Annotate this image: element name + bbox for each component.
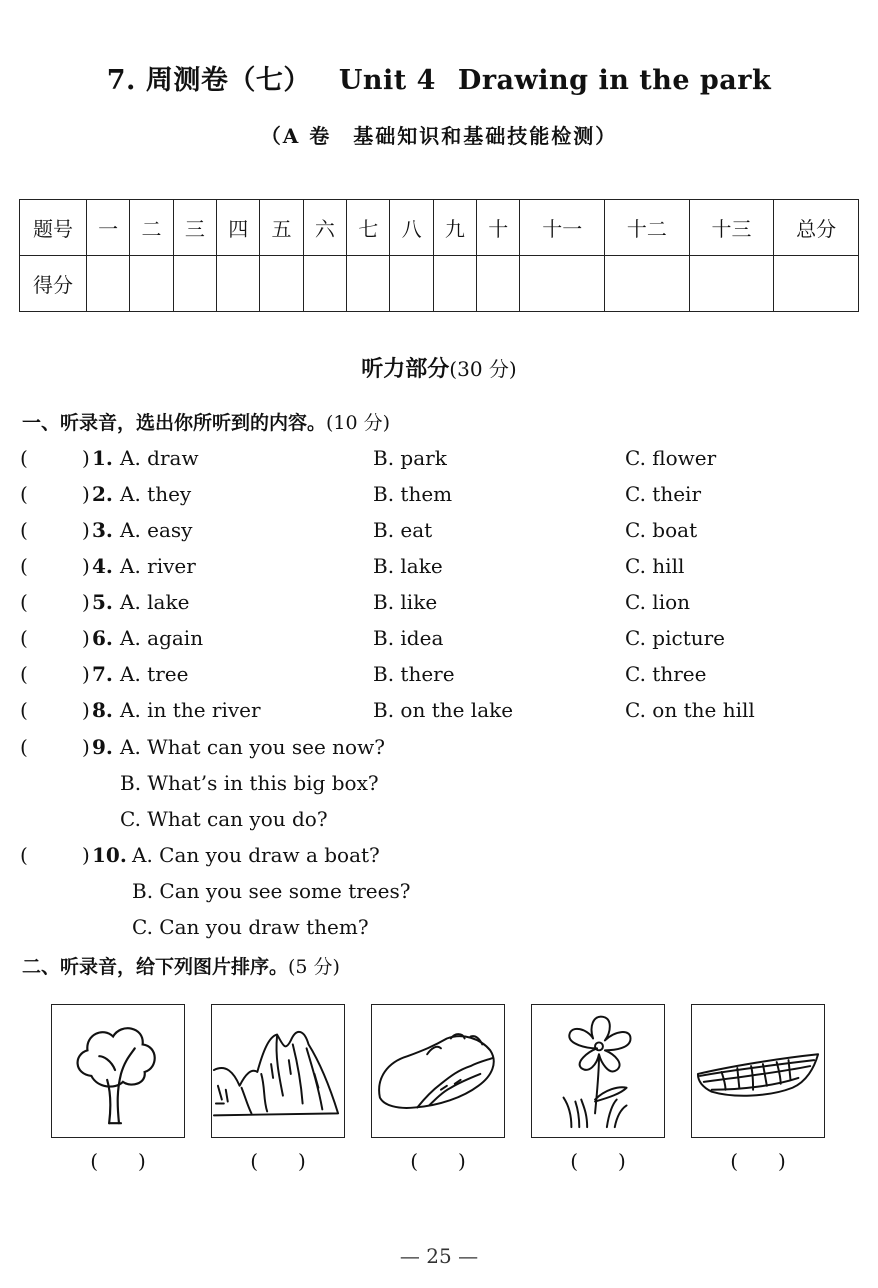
score-cell[interactable]	[173, 256, 216, 312]
question-number: 10.	[92, 843, 127, 867]
score-header-cell: 二	[130, 200, 173, 256]
answer-paren-left: (	[20, 518, 28, 542]
tree-picture	[51, 1004, 185, 1138]
part2-heading	[22, 952, 340, 979]
part1-title: 一、听录音，选出你所听到的内容。	[22, 412, 327, 434]
option-a: A. again	[120, 626, 204, 650]
option-c: C. picture	[625, 626, 726, 650]
listening-title: 听力部分	[361, 356, 450, 382]
answer-paren-right: )	[82, 662, 90, 686]
answer-paren-left: (	[20, 482, 28, 506]
score-header-cell: 十一	[520, 200, 605, 256]
score-header-cell: 九	[433, 200, 476, 256]
score-header-cell: 十二	[605, 200, 690, 256]
question-number: 9.	[92, 735, 113, 759]
question-9-option-c: C. What can you do?	[120, 807, 328, 831]
answer-paren-right: )	[82, 590, 90, 614]
score-cell[interactable]	[605, 256, 690, 312]
answer-paren-left: (	[20, 554, 28, 578]
listening-points: (30 分)	[449, 357, 517, 381]
question-10-option-b: B. Can you see some trees?	[132, 879, 411, 903]
option-c: C. on the hill	[625, 698, 755, 722]
score-cell[interactable]	[130, 256, 173, 312]
score-cell[interactable]	[774, 256, 859, 312]
option-a: A. they	[120, 482, 192, 506]
hill-icon	[212, 1005, 344, 1137]
score-cell[interactable]	[477, 256, 520, 312]
score-header-cell: 题号	[20, 200, 87, 256]
question-number: 5.	[92, 590, 113, 614]
page-title	[0, 58, 878, 97]
answer-paren-right: )	[82, 843, 90, 867]
flower-picture	[531, 1004, 665, 1138]
listening-section-heading	[0, 352, 878, 383]
score-table	[19, 199, 859, 312]
option-b: B. lake	[373, 554, 443, 578]
score-header-cell: 三	[173, 200, 216, 256]
score-header-cell: 七	[347, 200, 390, 256]
answer-paren-left: (	[20, 662, 28, 686]
score-header-cell: 总分	[774, 200, 859, 256]
option-b: B. like	[373, 590, 438, 614]
hill-picture	[211, 1004, 345, 1138]
score-table-header-row	[20, 200, 859, 256]
river-icon	[372, 1005, 504, 1137]
option-b: B. them	[373, 482, 453, 506]
order-blank[interactable]: ( )	[90, 1149, 146, 1173]
score-cell[interactable]	[520, 256, 605, 312]
score-cell[interactable]	[303, 256, 346, 312]
flower-icon	[532, 1005, 664, 1137]
option-b: B. eat	[373, 518, 433, 542]
answer-paren-right: )	[82, 626, 90, 650]
option-b: B. idea	[373, 626, 444, 650]
score-header-cell: 十	[477, 200, 520, 256]
tree-icon	[52, 1005, 184, 1137]
option-a: A. river	[120, 554, 196, 578]
title-unit-name: Drawing in the park	[457, 65, 772, 96]
question-number: 4.	[92, 554, 113, 578]
boat-icon	[692, 1005, 824, 1137]
score-cell[interactable]	[260, 256, 303, 312]
option-b: B. on the lake	[373, 698, 514, 722]
river-picture	[371, 1004, 505, 1138]
part2-points: (5 分)	[288, 956, 340, 978]
question-10-option-c: C. Can you draw them?	[132, 915, 369, 939]
option-c: C. lion	[625, 590, 691, 614]
question-number: 3.	[92, 518, 113, 542]
title-unit: Unit 4	[338, 65, 436, 96]
question-9-option-b: B. What’s in this big box?	[120, 771, 379, 795]
answer-paren-left: (	[20, 590, 28, 614]
score-header-cell: 六	[303, 200, 346, 256]
question-number: 7.	[92, 662, 113, 686]
answer-paren-right: )	[82, 698, 90, 722]
answer-paren-right: )	[82, 518, 90, 542]
option-c: C. hill	[625, 554, 685, 578]
answer-paren-right: )	[82, 554, 90, 578]
option-a: A. Can you draw a boat?	[132, 843, 380, 867]
order-blank[interactable]: ( )	[410, 1149, 466, 1173]
score-cell[interactable]	[433, 256, 476, 312]
answer-paren-right: )	[82, 446, 90, 470]
score-cell[interactable]	[347, 256, 390, 312]
order-blank[interactable]: ( )	[250, 1149, 306, 1173]
part2-title: 二、听录音，给下列图片排序。	[22, 956, 289, 978]
option-b: B. park	[373, 446, 447, 470]
option-b: B. there	[373, 662, 455, 686]
answer-paren-right: )	[82, 735, 90, 759]
option-a: A. easy	[120, 518, 193, 542]
option-a: A. in the river	[120, 698, 261, 722]
option-c: C. flower	[625, 446, 717, 470]
answer-paren-left: (	[20, 698, 28, 722]
page-number: — 25 —	[399, 1244, 479, 1268]
option-a: A. What can you see now?	[120, 735, 385, 759]
order-blank[interactable]: ( )	[570, 1149, 626, 1173]
part1-heading	[22, 408, 390, 435]
option-a: A. tree	[120, 662, 189, 686]
score-row-label: 得分	[20, 256, 87, 312]
option-c: C. boat	[625, 518, 698, 542]
answer-paren-left: (	[20, 626, 28, 650]
score-header-cell: 一	[87, 200, 130, 256]
answer-paren-left: (	[20, 735, 28, 759]
score-cell[interactable]	[217, 256, 260, 312]
score-header-cell: 八	[390, 200, 433, 256]
score-cell[interactable]	[689, 256, 774, 312]
answer-paren-left: (	[20, 446, 28, 470]
score-table-score-row	[20, 256, 859, 312]
option-a: A. draw	[120, 446, 199, 470]
title-number: 7. 周测卷（七）	[106, 65, 311, 96]
part1-points: (10 分)	[326, 412, 391, 434]
option-c: C. their	[625, 482, 702, 506]
boat-picture	[691, 1004, 825, 1138]
page-subtitle: （A 卷 基础知识和基础技能检测）	[260, 124, 618, 148]
question-number: 2.	[92, 482, 113, 506]
score-cell[interactable]	[87, 256, 130, 312]
order-blank[interactable]: ( )	[730, 1149, 786, 1173]
option-c: C. three	[625, 662, 707, 686]
score-header-cell: 五	[260, 200, 303, 256]
answer-paren-left: (	[20, 843, 28, 867]
score-header-cell: 四	[217, 200, 260, 256]
question-number: 8.	[92, 698, 113, 722]
option-a: A. lake	[120, 590, 190, 614]
answer-paren-right: )	[82, 482, 90, 506]
question-number: 6.	[92, 626, 113, 650]
score-header-cell: 十三	[689, 200, 774, 256]
question-number: 1.	[92, 446, 113, 470]
score-cell[interactable]	[390, 256, 433, 312]
